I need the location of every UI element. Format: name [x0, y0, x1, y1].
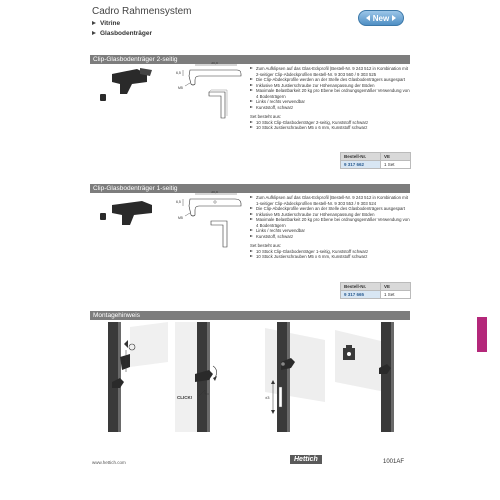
breadcrumb-item-vitrine[interactable]: Vitrine	[92, 20, 120, 27]
clip-2-seitig-technical-drawing	[175, 62, 245, 122]
clip-2-seitig-product-image	[92, 64, 172, 114]
arrow-right-icon	[392, 15, 396, 21]
chapter-tab	[477, 317, 487, 352]
click-label: CLICK!	[177, 395, 193, 400]
svg-text:6,5: 6,5	[176, 71, 181, 75]
bullet-item: Inklusive M5 Justierschraube zur Höhenanpassung der Böden	[250, 212, 410, 218]
column-header-bestell-nr: Bestell-Nr.	[341, 283, 381, 291]
order-table-clip-1-seitig	[340, 282, 411, 299]
bullet-item: Maximale Belastbarkeit 20 kg pro Ebene bei ordnungsgemäßer Verwendung von 4 Bodenträgern	[250, 88, 410, 99]
clip-1-seitig-product-image	[92, 193, 172, 243]
montage-illustration-step-2	[175, 322, 250, 432]
montage-illustration-step-3	[255, 322, 330, 432]
footer-url[interactable]: www.hettich.com	[92, 460, 126, 465]
set-title: Set besteht aus:	[250, 114, 282, 119]
order-number[interactable]: 9 317 665	[341, 291, 381, 299]
bullet-item: Die Clip-Abdeckprofile werden an der Stelle des Glasbodenträgers ausgespart	[250, 206, 410, 212]
page-number: 1001AF	[383, 459, 405, 465]
table-row	[341, 161, 411, 169]
svg-text:M5: M5	[178, 216, 183, 220]
svg-text:30,5: 30,5	[211, 191, 218, 194]
montage-illustration-step-1	[90, 322, 170, 432]
page-title: Cadro Rahmensystem	[92, 6, 192, 17]
bullet-item: Die Clip-Abdeckprofile werden an der Stelle des Glasbodenträgers ausgespart	[250, 77, 410, 83]
arrow-left-icon	[366, 15, 370, 21]
set-item: 10 Stück Justierschrauben M5 x 6 mm, Kunststoff schwarz	[250, 254, 410, 260]
breadcrumb-item-glasbodentraeger[interactable]: Glasbodenträger	[92, 30, 152, 37]
svg-text:M5: M5	[178, 86, 183, 90]
packing-unit: 1 Set	[381, 161, 411, 169]
set-item: 10 Stück Justierschrauben M5 x 6 mm, Kunststoff schwarz	[250, 125, 410, 131]
bullet-item: Inklusive M5 Justierschraube zur Höhenanpassung der Böden	[250, 83, 410, 89]
clip-1-seitig-description	[250, 195, 410, 260]
bullet-item: Kunststoff, schwarz	[250, 234, 410, 240]
arrow-right-icon	[92, 21, 96, 25]
order-number[interactable]: 9 317 662	[341, 161, 381, 169]
packing-unit: 1 Set	[381, 291, 411, 299]
bullet-item: Zum Aufklipsen auf das Glas-Eckprofil (Bestell-Nr. 9 243 512 in Kombination mit 1-seitiger Clip-Abdeckprofilen Bestell-Nr. 9 303 553 / 9 303 524	[250, 195, 410, 206]
bullet-item: Zum Aufklipsen auf das Glas-Eckprofil (Bestell-Nr. 9 243 512 in Kombination mit 2-seitiger Clip-Abdeckprofilen Bestell-Nr. 9 303 560 / 9 303 525	[250, 66, 410, 77]
order-table-clip-2-seitig	[340, 152, 411, 169]
clip-2-seitig-description	[250, 66, 410, 131]
svg-text:6,5: 6,5	[176, 200, 181, 204]
column-header-ve: VE	[381, 153, 411, 161]
montage-illustration-step-4	[335, 322, 410, 432]
clip-1-seitig-technical-drawing	[175, 191, 245, 251]
set-title: Set besteht aus:	[250, 243, 282, 248]
order-table-header	[341, 153, 411, 161]
section-header-clip-2-seitig: Clip-Glasbodenträger 2-seitig	[90, 55, 410, 64]
adjust-label: ±3	[265, 395, 270, 400]
set-item: 10 Stück Clip-Glasbodenträger 1-seitig, Kunststoff schwarz	[250, 249, 410, 255]
bullet-item: Links / rechts verwendbar	[250, 228, 410, 234]
set-item: 10 Stück Clip-Glasbodenträger 2-seitig, Kunststoff schwarz	[250, 120, 410, 126]
bullet-item: Maximale Belastbarkeit 20 kg pro Ebene bei ordnungsgemäßer Verwendung von 4 Bodenträgern	[250, 217, 410, 228]
order-table-header	[341, 283, 411, 291]
column-header-bestell-nr: Bestell-Nr.	[341, 153, 381, 161]
table-row	[341, 291, 411, 299]
arrow-right-icon	[92, 31, 96, 35]
svg-text:30,5: 30,5	[211, 62, 218, 65]
new-badge: New	[358, 10, 404, 26]
bullet-item: Links / rechts verwendbar	[250, 99, 410, 105]
hettich-logo: Hettich	[290, 455, 322, 464]
section-header-montagehinweis: Montagehinweis	[90, 311, 410, 320]
column-header-ve: VE	[381, 283, 411, 291]
section-header-clip-1-seitig: Clip-Glasbodenträger 1-seitig	[90, 184, 410, 193]
bullet-item: Kunststoff, schwarz	[250, 105, 410, 111]
